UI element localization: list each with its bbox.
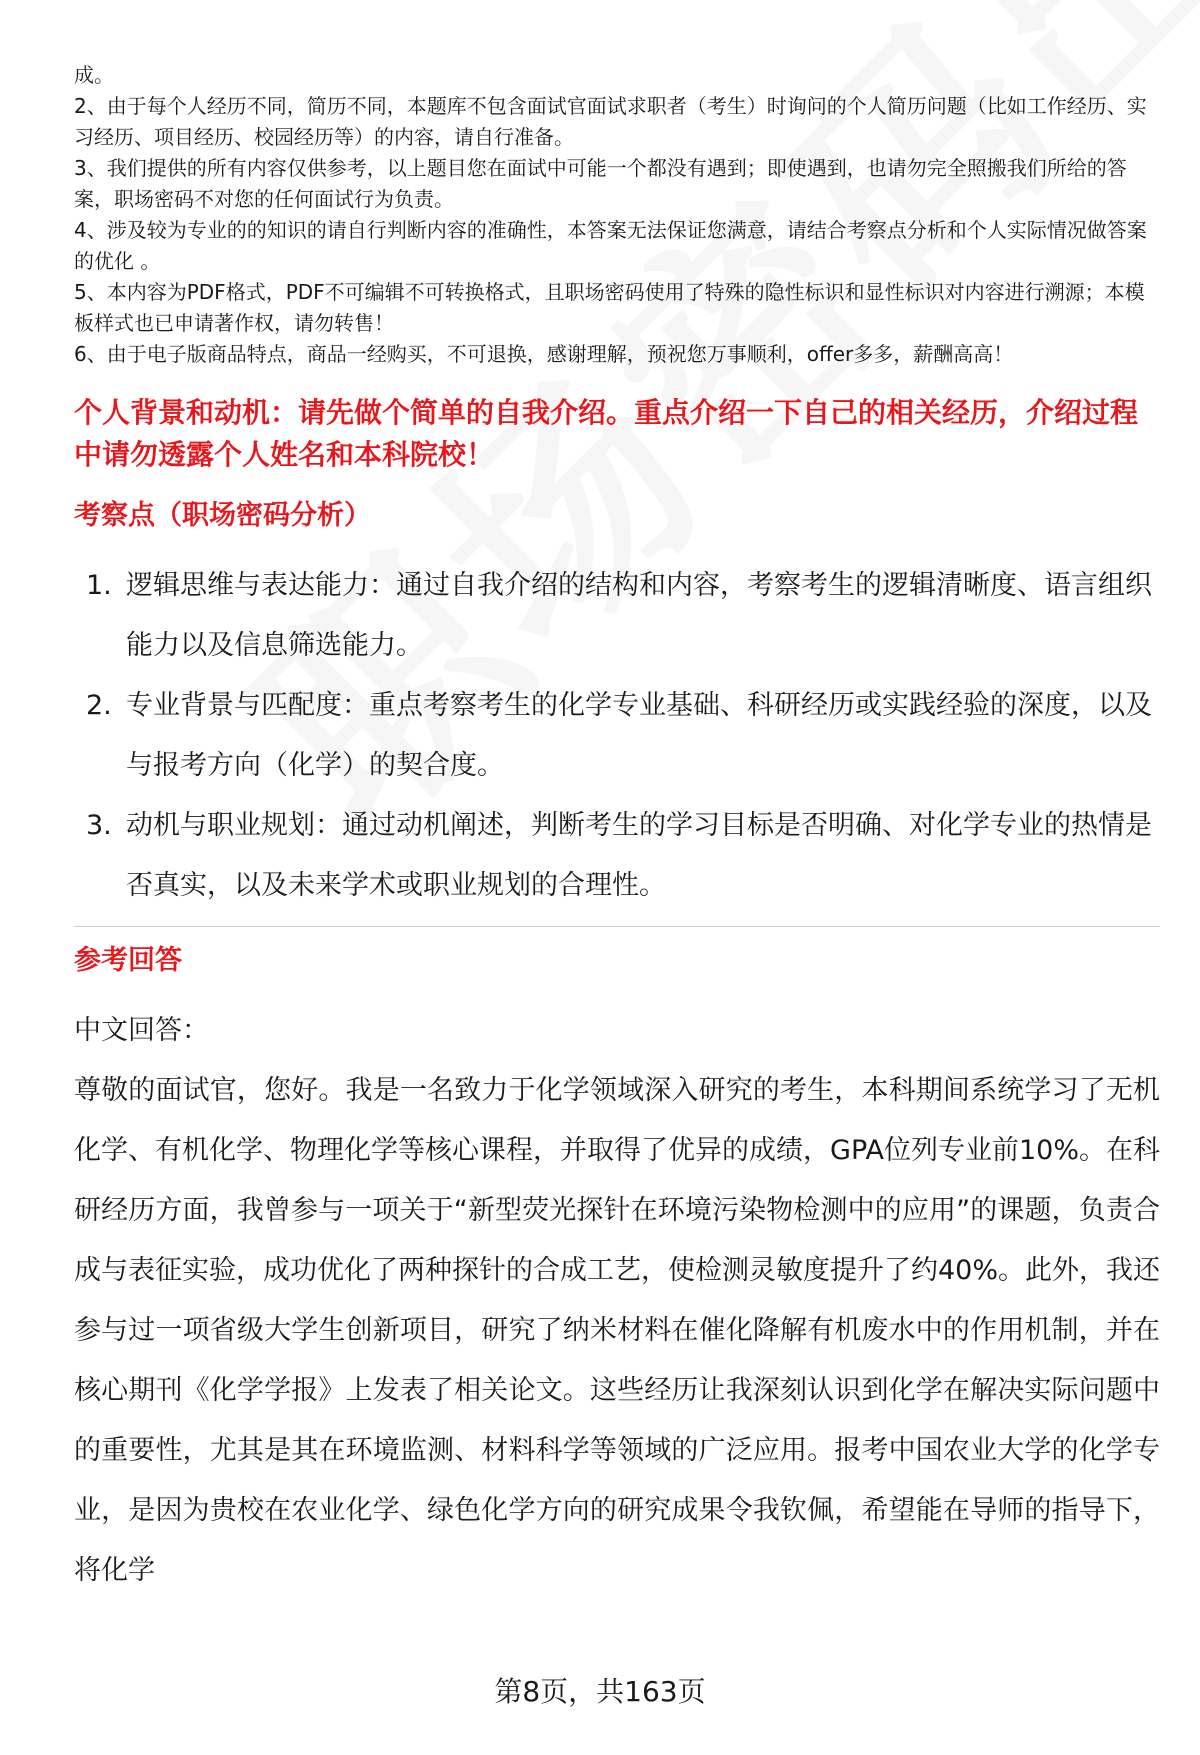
point-text: 专业背景与匹配度：重点考察考生的化学专业基础、科研经历或实践经验的深度，以及与报考方向（化学）的契合度。 [126, 690, 1152, 781]
note-item: 5、本内容为PDF格式，PDF不可编辑不可转换格式，且职场密码使用了特殊的隐性标识和显性标识对内容进行溯源；本模板样式也已申请著作权，请勿转售！ [74, 280, 1145, 335]
point-text: 逻辑思维与表达能力：通过自我介绍的结构和内容，考察考生的逻辑清晰度、语言组织能力以及信息筛选能力。 [126, 570, 1152, 661]
page-footer: 第8页，共163页 [494, 1675, 706, 1708]
answer-heading: 中文回答： [74, 1015, 209, 1046]
point-number: 1. [86, 570, 112, 601]
points-list [74, 556, 1160, 916]
answer-body: 尊敬的面试官，您好。我是一名致力于化学领域深入研究的考生，本科期间系统学习了无机化学、有机化学、物理化学等核心课程，并取得了优异的成绩，GPA位列专业前10%。在科研经历方面，我曾参与一项关于“新型荧光探针在环境污染物检测中的应用”的课题，负责合成与表征实验，成功优化了两种探针的合成工艺，使检测灵敏度提升了约40%。此外，我还参与过一项省级大学生创新项目，研究了纳米材料在催化降解有机废水中的作用机制，并在核心期刊《化学学报》上发表了相关论文。这些经历让我深刻认识到化学在解决实际问题中的重要性，尤其是其在环境监测、材料科学等领域的广泛应用。报考中国农业大学的化学专业，是因为贵校在农业化学、绿色化学方向的研究成果令我钦佩，希望能在导师的指导下，将化学 [74, 1075, 1161, 1586]
note-item: 4、涉及较为专业的的知识的请自行判断内容的准确性，本答案无法保证您满意，请结合考察点分析和个人实际情况做答案的优化 。 [74, 218, 1147, 273]
note-item: 2、由于每个人经历不同，简历不同，本题库不包含面试官面试求职者（考生）时询问的个人简历问题（比如工作经历、实习经历、项目经历、校园经历等）的内容，请自行准备。 [74, 94, 1147, 149]
points-title: 考察点（职场密码分析） [74, 500, 371, 531]
point-item [74, 796, 1160, 916]
point-item [74, 556, 1160, 676]
section-divider [74, 926, 1160, 927]
point-number: 2. [86, 690, 112, 721]
answer-title: 参考回答 [74, 945, 182, 976]
note-item: 成。 [74, 63, 114, 87]
question-heading: 个人背景和动机：请先做个简单的自我介绍。重点介绍一下自己的相关经历，介绍过程中请勿透露个人姓名和本科院校！ [74, 396, 1139, 471]
point-text: 动机与职业规划：通过动机阐述，判断考生的学习目标是否明确、对化学专业的热情是否真实，以及未来学术或职业规划的合理性。 [126, 810, 1152, 901]
note-item: 6、由于电子版商品特点，商品一经购买，不可退换，感谢理解，预祝您万事顺利，offer多多，薪酬高高！ [74, 342, 1014, 366]
point-number: 3. [86, 810, 112, 841]
page-content [74, 60, 1160, 1601]
note-item: 3、我们提供的所有内容仅供参考，以上题目您在面试中可能一个都没有遇到；即使遇到，也请勿完全照搬我们所给的答案，职场密码不对您的任何面试行为负责。 [74, 156, 1127, 211]
point-item [74, 676, 1160, 796]
notes-list [74, 60, 1160, 370]
